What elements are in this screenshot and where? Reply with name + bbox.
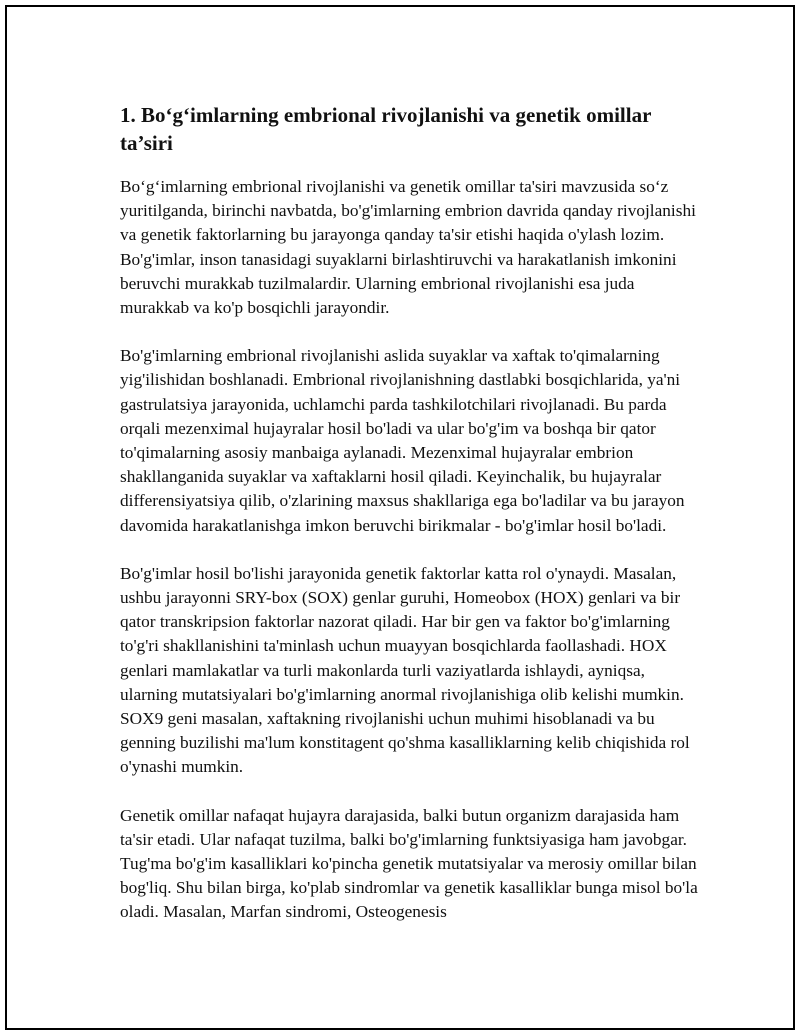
paragraph-2: Bo'g'imlarning embrional rivojlanishi aslida suyaklar va xaftak to'qimalarning yig'ilishidan boshlanadi. Embrional rivojlanishning dastlabki bosqichlarida, ya'ni gastrulatsiya jarayonida, uchlamchi parda tashkilotchilari rivojlanadi. Bu parda orqali mezenximal hujayralar hosil bo'ladi va ular bo'g'im va boshqa bir qator to'qimalarning asosiy manbaiga aylanadi. Mezenximal hujayralar embrion shakllanganida suyaklar va xaftaklarni hosil qiladi. Keyinchalik, bu hujayralar differensiyatsiya qilib, o'zlarining maxsus shakllariga ega bo'ladilar va bu jarayon davomida harakatlanishga imkon beruvchi birikmalar - bo'g'imlar hosil bo'ladi. xyxy=(120,346,685,535)
document-body xyxy=(120,101,700,949)
page-frame xyxy=(5,5,795,1030)
paragraph-1: Bo‘g‘imlarning embrional rivojlanishi va genetik omillar ta'siri mavzusida so‘z yuritilganda, birinchi navbatda, bo'g'imlarning embrion davrida qanday rivojlanishi va genetik faktorlarning bu jarayonga qanday ta'sir etishi haqida o'ylash lozim. Bo'g'imlar, inson tanasidagi suyaklarni birlashtiruvchi va harakatlanish imkonini beruvchi murakkab tuzilmalardir. Ularning embrional rivojlanishi esa juda murakkab va ko'p bosqichli jarayondir. xyxy=(120,177,696,318)
section-heading: 1. Bo‘g‘imlarning embrional rivojlanishi va genetik omillar ta’siri xyxy=(120,103,652,155)
paragraph-4: Genetik omillar nafaqat hujayra darajasida, balki butun organizm darajasida ham ta'sir etadi. Ular nafaqat tuzilma, balki bo'g'imlarning funktsiyasiga ham javobgar. Tug'ma bo'g'im kasalliklari ko'pincha genetik mutatsiyalar va merosiy omillar bilan bog'liq. Shu bilan birga, ko'plab sindromlar va genetik kasalliklar bunga misol bo'la oladi. Masalan, Marfan sindromi, Osteogenesis xyxy=(120,805,698,922)
paragraph-3: Bo'g'imlar hosil bo'lishi jarayonida genetik faktorlar katta rol o'ynaydi. Masalan, ushbu jarayonni SRY-box (SOX) genlar guruhi, Homeobox (HOX) genlari va bir qator transkripsion faktorlar nazorat qiladi. Har bir gen va faktor bo'g'imlarning to'g'ri shakllanishini ta'minlash uchun muayyan bosqichlarda faollashadi. HOX genlari mamlakatlar va turli makonlarda turli vaziyatlarda ishlaydi, ayniqsa, ularning mutatsiyalari bo'g'imlarning anormal rivojlanishiga olib kelishi mumkin. SOX9 geni masalan, xaftakning rivojlanishi uchun muhimi hisoblanadi va bu genning buzilishi ma'lum konstitagent qo'shma kasalliklarning kelib chiqishida rol o'ynashi mumkin. xyxy=(120,563,690,777)
